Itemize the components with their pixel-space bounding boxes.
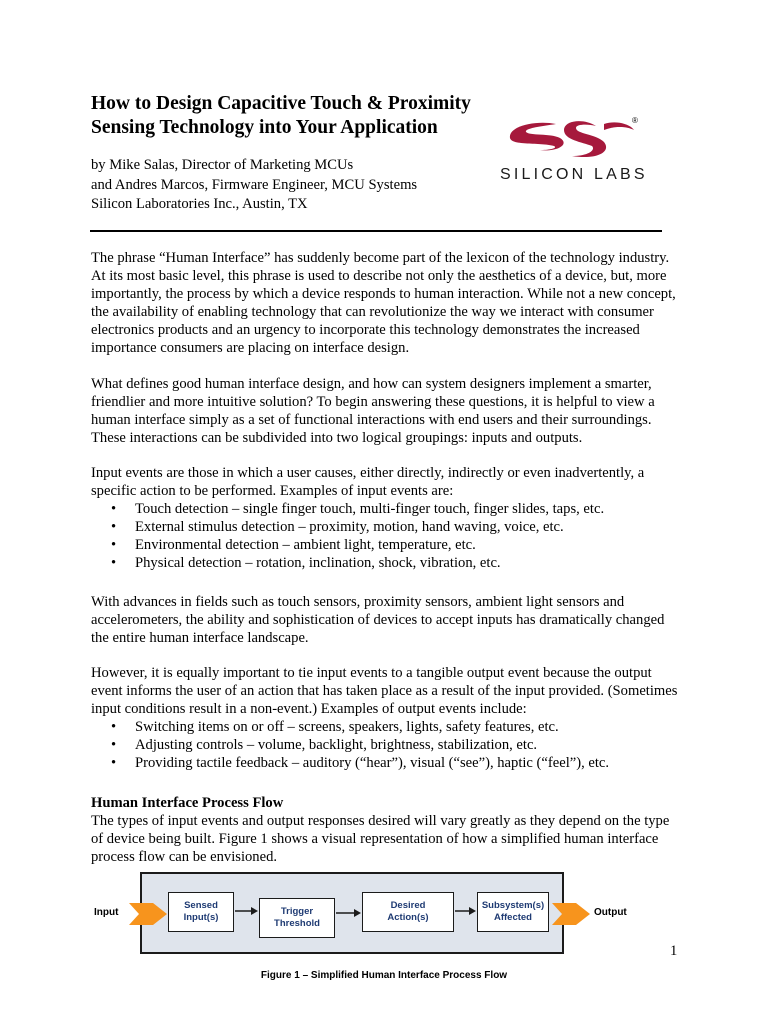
- bullet-icon: •: [111, 555, 117, 571]
- paragraph-text: What defines good human interface design, and how can system designers implement a smarter, friendlier and more intuitive solution? To begin answering these questions, it is helpful to view a human interface simply as a set of functional interactions with end users and their surroundings. These interactions can be subdivided into two logical groupings: inputs and outputs.: [91, 376, 655, 446]
- flow-arrow-icon: [455, 906, 477, 916]
- flow-box-desired-actions: Desired Action(s): [362, 892, 454, 932]
- paragraph-5: [91, 664, 681, 772]
- list-item: • Switching items on or off – screens, speakers, lights, safety features, etc.: [111, 719, 559, 735]
- page-number: 1: [670, 943, 678, 959]
- title-line-2: Sensing Technology into Your Application: [91, 117, 438, 138]
- list-item: • External stimulus detection – proximity, motion, hand waving, voice, etc.: [111, 519, 564, 535]
- paragraph-text: With advances in fields such as touch sensors, proximity sensors, ambient light sensors and accelerometers, the ability and sophistication of devices to accept inputs has dramatically changed the entire human interface landscape.: [91, 594, 665, 646]
- input-label: Input: [94, 907, 119, 918]
- bullet-icon: •: [111, 501, 117, 517]
- paragraph-1: [91, 249, 681, 357]
- list-item: • Providing tactile feedback – auditory (“hear”), visual (“see”), haptic (“feel”), etc.: [111, 755, 610, 771]
- registered-mark: ®: [632, 116, 638, 125]
- list-item: • Adjusting controls – volume, backlight, brightness, stabilization, etc.: [111, 737, 538, 753]
- paragraph-6: [91, 812, 681, 866]
- flow-box-trigger-threshold: Trigger Threshold: [259, 898, 335, 938]
- bullet-icon: •: [111, 519, 117, 535]
- paragraph-text: The phrase “Human Interface” has suddenly become part of the lexicon of the technology industry. At its most basic level, this phrase is used to describe not only the aesthetics of a device, but, more importantly, the process by which a device responds to human interaction. While not a new concept, the availability of enabling technology that can revolutionize the way we interact with consumer electronics products and an urgency to incorporate this technology demonstrates the increased importance consumers are placing on interface design.: [91, 250, 676, 356]
- figure-caption: Figure 1 – Simplified Human Interface Process Flow: [260, 970, 508, 981]
- bullet-icon: •: [111, 537, 117, 553]
- title-line-1: How to Design Capacitive Touch & Proximity: [91, 93, 471, 114]
- byline: [91, 156, 417, 215]
- output-arrow-icon: [552, 901, 592, 927]
- silicon-labs-swoosh-icon: [500, 116, 642, 166]
- document-title: [91, 92, 511, 140]
- bullet-icon: •: [111, 719, 117, 735]
- bullet-icon: •: [111, 737, 117, 753]
- output-events-list: [91, 718, 681, 772]
- byline-line: by Mike Salas, Director of Marketing MCUs: [91, 157, 354, 173]
- byline-line: Silicon Laboratories Inc., Austin, TX: [91, 196, 308, 212]
- paragraph-2: [91, 375, 681, 447]
- process-flow-figure: [90, 868, 650, 960]
- paragraph-text: However, it is equally important to tie input events to a tangible output event because the output event informs the user of an action that has taken place as a result of the input provided. (Sometimes input conditions result in a non-event.) Examples of output events include:: [91, 665, 678, 717]
- header-divider: [90, 230, 662, 232]
- flow-arrow-icon: [235, 906, 259, 916]
- logo-wordmark: SILICON LABS: [500, 166, 648, 183]
- flow-box-sensed-inputs: Sensed Input(s): [168, 892, 234, 932]
- byline-line: and Andres Marcos, Firmware Engineer, MCU Systems: [91, 176, 418, 193]
- input-arrow-icon: [129, 901, 169, 927]
- input-events-list: [91, 500, 681, 572]
- list-item: • Touch detection – single finger touch, multi-finger touch, finger slides, taps, etc.: [111, 501, 605, 517]
- paragraph-text: Input events are those in which a user causes, either directly, indirectly or even inadvertently, a specific action to be performed. Examples of input events are:: [91, 465, 645, 499]
- section-heading: Human Interface Process Flow: [91, 795, 284, 811]
- flow-box-subsystems-affected: Subsystem(s) Affected: [477, 892, 549, 932]
- paragraph-3: [91, 464, 681, 572]
- list-item: • Environmental detection – ambient light, temperature, etc.: [111, 537, 476, 553]
- list-item: • Physical detection – rotation, inclination, shock, vibration, etc.: [111, 555, 501, 571]
- silicon-labs-logo: [500, 116, 648, 188]
- paragraph-text: The types of input events and output responses desired will vary greatly as they depend on the type of device being built. Figure 1 shows a visual representation of how a simplified human interface process flow can be envisioned.: [91, 813, 670, 865]
- paragraph-4: [91, 593, 681, 647]
- output-label: Output: [594, 907, 627, 918]
- flow-arrow-icon: [336, 908, 362, 918]
- bullet-icon: •: [111, 755, 117, 771]
